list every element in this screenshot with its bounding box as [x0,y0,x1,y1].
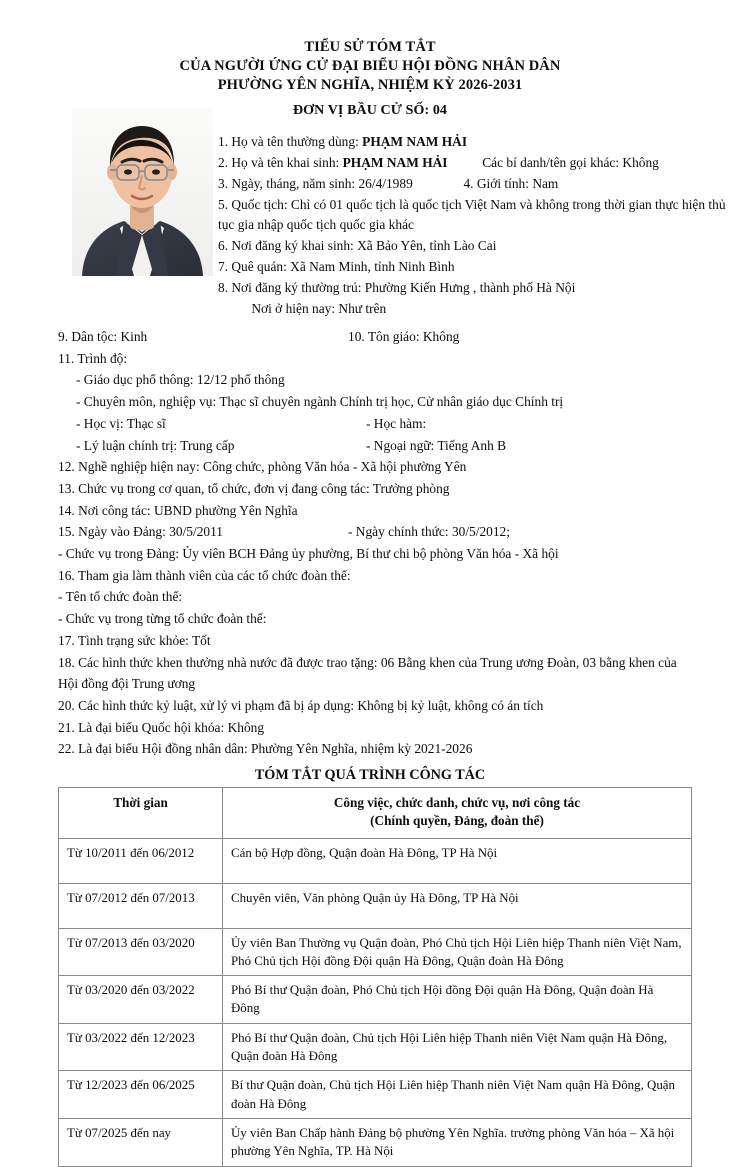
row-task: Phó Bí thư Quận đoàn, Chủ tịch Hội Liên hiệp Thanh niên Việt Nam quận Hà Đông, Quận đoàn Hà Đông [223,1023,692,1071]
field-organization-name: - Tên tổ chức đoàn thể: [58,589,183,605]
field-10-label: 10. Tôn giáo: Không [348,329,460,344]
body-fields [0,320,740,760]
title-line-3: PHƯỜNG YÊN NGHĨA, NHIỆM KỲ 2026-2031 [217,77,523,94]
field-organization-position: - Chức vụ trong từng tổ chức đoàn thể: [58,611,267,627]
row-time: Từ 12/2023 đến 06/2025 [59,1071,223,1119]
table-row [59,838,692,883]
row-time: Từ 07/2013 đến 03/2020 [59,928,223,976]
row-time: Từ 10/2011 đến 06/2012 [59,838,223,883]
field-education-heading: 11. Trình độ: [58,350,128,366]
field-general-education: - Giáo dục phổ thông: 12/12 phổ thông [76,372,285,388]
field-nationality: 5. Quốc tịch: Chỉ có 01 quốc tịch là quốc tịch Việt Nam và không trong thời gian thực hiện thủ tục gia nhập quốc tịch quốc gia khác [218,196,726,233]
table-header-row [59,788,692,838]
header-time: Thời gian [59,788,223,838]
field-dob-gender [218,174,730,195]
electoral-unit: ĐƠN VỊ BẦU CỬ SỐ: 04 [292,103,448,119]
field-permanent-residence: 8. Nơi đăng ký thường trú: Phường Kiến Hưng , thành phố Hà Nội [218,280,576,296]
field-politics-language [58,435,688,457]
table-row [59,1023,692,1071]
table-row [59,1071,692,1119]
field-ethnicity-religion [58,326,688,348]
field-party-official-date: - Ngày chính thức: 30/5/2012; [348,524,510,540]
row-task: Bí thư Quận đoàn, Chủ tịch Hội Liên hiệp Thanh niên Việt Nam quận Hà Đông, Quận đoàn Hà Đông [223,1071,692,1119]
field-9-label: 9. Dân tộc: Kinh [58,329,148,344]
candidate-photo [72,108,213,276]
row-task: Ủy viên Ban Thường vụ Quận đoàn, Phó Chủ tịch Hội Liên hiệp Thanh niên Việt Nam, Phó Chủ tịch Hội đồng Đội quận Hà Đông, Quận đoàn Hà Đông [223,928,692,976]
header-task [223,788,692,838]
row-task: Chuyên viên, Văn phòng Quận ủy Hà Đông, TP Hà Nội [223,883,692,928]
header-task-line-1: Công việc, chức danh, chức vụ, nơi công tác [333,795,581,811]
field-2-value: PHẠM NAM HẢI [342,154,448,170]
field-organizations-heading: 16. Tham gia làm thành viên của các tổ chức đoàn thể: [58,567,351,583]
field-3-label: 3. Ngày, tháng, năm sinh: 26/4/1989 [218,175,413,191]
field-foreign-language: - Ngoại ngữ: Tiếng Anh B [366,437,507,453]
work-history-table [58,787,692,1167]
work-history-title: TÓM TẮT QUÁ TRÌNH CÔNG TÁC [254,767,486,784]
title-line-1: TIỂU SỬ TÓM TẮT [304,39,436,55]
portrait-illustration [72,108,213,276]
field-hometown: 7. Quê quán: Xã Nam Minh, tỉnh Ninh Bình [218,259,455,275]
field-1-label: 1. Họ và tên thường dùng: [218,133,359,149]
field-current-position: 13. Chức vụ trong cơ quan, tổ chức, đơn vị đang công tác: Trưởng phòng [58,480,450,496]
field-national-assembly-deputy: 21. Là đại biểu Quốc hội khóa: Không [58,719,265,735]
row-time: Từ 07/2012 đến 07/2013 [59,883,223,928]
table-row [59,976,692,1024]
field-current-occupation: 12. Nghề nghiệp hiện nay: Công chức, phòng Văn hóa - Xã hội phường Yên [58,459,467,475]
row-task: Cán bộ Hợp đồng, Quận đoàn Hà Đông, TP Hà Nội [223,838,692,883]
field-party-join-date: 15. Ngày vào Đảng: 30/5/2011 [58,524,224,540]
field-2-label: 2. Họ và tên khai sinh: [218,154,340,170]
field-degree-title [58,413,688,435]
field-8b-label: Nơi ở hiện nay: Như trên [251,301,387,317]
field-people-council-deputy: 22. Là đại biểu Hội đồng nhân dân: Phường Yên Nghĩa, nhiệm kỳ 2021-2026 [58,741,473,757]
row-task: Phó Bí thư Quận đoàn, Phó Chủ tịch Hội đồng Đội quận Hà Đông, Quận đoàn Hà Đông [223,976,692,1024]
table-row [59,928,692,976]
table-row [59,883,692,928]
field-disciplinary-record: 20. Các hình thức kỷ luật, xử lý vi phạm đã bị áp dụng: Không bị kỷ luật, không có án tích [58,697,544,713]
field-awards: 18. Các hình thức khen thưởng nhà nước đã được trao tặng: 06 Bằng khen của Trung ương Đoàn, 03 bằng khen của Hội đồng đội Trung ương [58,654,677,692]
field-academic-degree: - Học vị: Thạc sĩ [76,415,166,431]
header-task-line-2: (Chính quyền, Đảng, đoàn thể) [370,813,544,829]
field-political-theory: - Lý luận chính trị: Trung cấp [76,437,235,453]
table-row [59,1119,692,1167]
field-current-residence [218,299,730,320]
field-2-alias: Các bí danh/tên gọi khác: Không [482,154,659,170]
field-workplace: 14. Nơi công tác: UBND phường Yên Nghĩa [58,502,298,518]
row-time: Từ 07/2025 đến nay [59,1119,223,1167]
field-full-name [218,132,730,153]
document-title [0,0,740,121]
row-time: Từ 03/2022 đến 12/2023 [59,1023,223,1071]
field-1-value: PHẠM NAM HẢI [362,133,468,149]
field-birth-registration: 6. Nơi đăng ký khai sinh: Xã Bảo Yên, tỉnh Lào Cai [218,238,497,254]
field-4-label: 4. Giới tính: Nam [463,175,559,191]
field-health-status: 17. Tình trạng sức khỏe: Tốt [58,632,211,648]
field-party-dates [58,521,688,543]
field-professional-qualification: - Chuyên môn, nghiệp vụ: Thạc sĩ chuyên ngành Chính trị học, Cử nhân giáo dục Chính trị [76,394,564,410]
field-academic-title: - Học hàm: [366,415,427,431]
field-party-position: - Chức vụ trong Đảng: Ủy viên BCH Đảng ủy phường, Bí thư chi bộ phòng Văn hóa - Xã hội [58,546,559,562]
title-line-2: CỦA NGƯỜI ỨNG CỬ ĐẠI BIỂU HỘI ĐỒNG NHÂN DÂN [179,58,561,75]
row-time: Từ 03/2020 đến 03/2022 [59,976,223,1024]
field-birth-name [218,153,730,174]
row-task: Ủy viên Ban Chấp hành Đảng bộ phường Yên Nghĩa. trưởng phòng Văn hóa – Xã hội phường Yên Nghĩa, TP. Hà Nội [223,1119,692,1167]
